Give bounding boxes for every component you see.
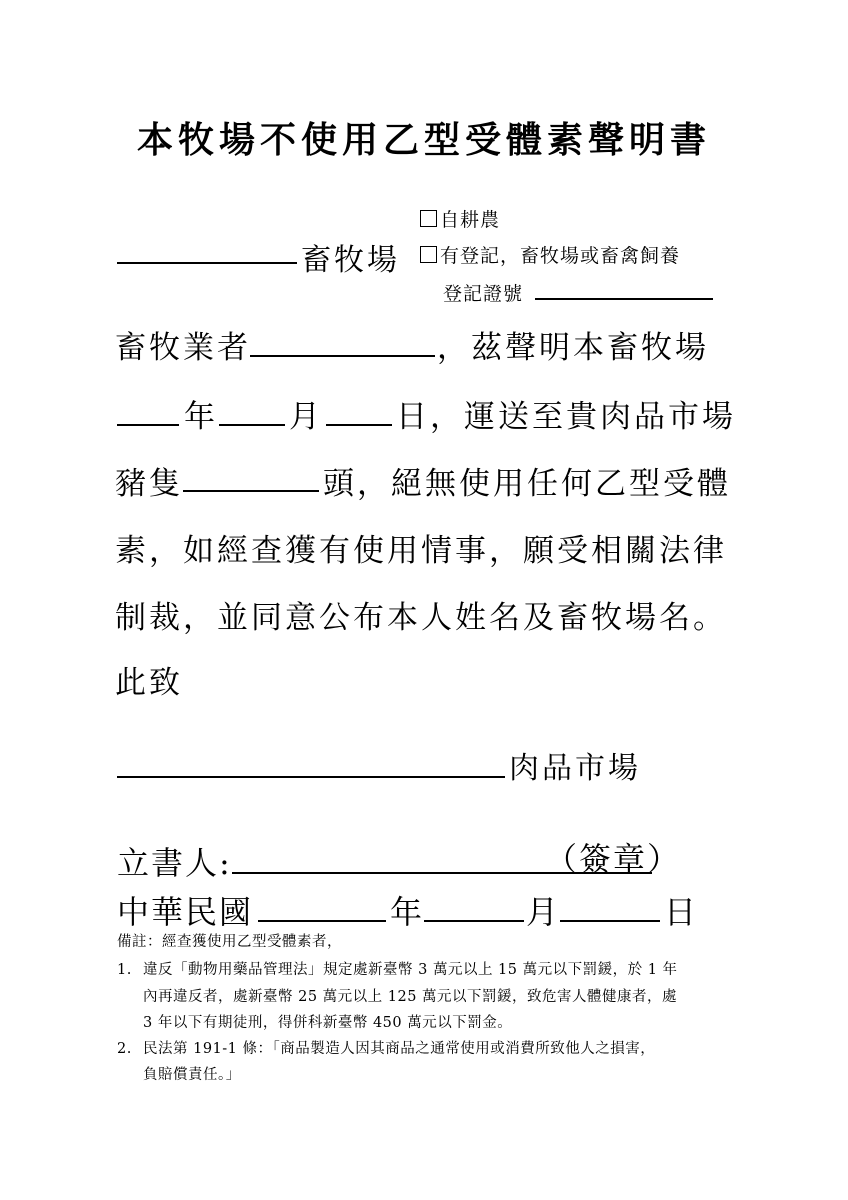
date-year-blank[interactable]: [258, 920, 386, 922]
date-day-label: 日: [664, 893, 699, 931]
ranch-label: 畜牧場: [301, 243, 400, 278]
pig-count-blank[interactable]: [183, 490, 319, 492]
checkbox-self-farmer[interactable]: [420, 210, 437, 227]
date-month-blank[interactable]: [424, 920, 524, 922]
day-blank[interactable]: [326, 424, 392, 426]
operator-label: 畜牧業者: [115, 330, 251, 366]
notes-heading: 備註：經查獲使用乙型受體素者，: [117, 934, 342, 950]
note-2-line-1: 民法第 191-1 條：「商品製造人因其商品之通常使用或消費所致他人之損害，: [143, 1041, 656, 1057]
checkbox-registered[interactable]: [420, 246, 437, 263]
pigs-label: 豬隻: [115, 466, 183, 502]
signer-label: 立書人:: [117, 844, 232, 882]
declaration-text-4: 素，如經查獲有使用情事，願受相關法律: [115, 533, 727, 569]
note-1-number: 1.: [117, 962, 132, 978]
option-self-farmer[interactable]: [420, 205, 500, 232]
salutation: 此致: [115, 665, 183, 701]
option-registered-label: 有登記，畜牧場或畜禽飼養: [440, 245, 681, 267]
declaration-text-1: ，茲聲明本畜牧場: [437, 330, 709, 366]
operator-name-blank[interactable]: [250, 355, 435, 357]
note-2-number: 2.: [117, 1041, 132, 1057]
note-2-line-2: 負賠償責任。」: [143, 1067, 241, 1083]
market-name-blank[interactable]: [117, 776, 505, 778]
date-year-label: 年: [390, 893, 425, 931]
month-blank[interactable]: [219, 424, 285, 426]
seal-label: （簽章）: [545, 840, 682, 878]
document-title: 本牧場不使用乙型受體素聲明書: [136, 119, 711, 161]
year-blank[interactable]: [117, 424, 179, 426]
market-label: 肉品市場: [509, 751, 641, 786]
note-1-line-2: 內再違反者，處新臺幣 25 萬元以上 125 萬元以下罰鍰，致危害人體健康者，處: [143, 989, 678, 1005]
declaration-text-5: 制裁，並同意公布本人姓名及畜牧場名。: [115, 600, 727, 636]
registration-no-blank[interactable]: [535, 298, 713, 300]
declaration-text-2: 日，運送至貴肉品市場: [396, 399, 736, 435]
registration-no-label: 登記證號: [443, 283, 524, 305]
month-label: 月: [289, 399, 323, 435]
declaration-text-3: 頭，絕無使用任何乙型受體: [323, 466, 731, 502]
note-1-line-3: 3 年以下有期徒刑，得併科新臺幣 450 萬元以下罰金。: [143, 1015, 513, 1031]
option-registered[interactable]: [420, 241, 680, 268]
ranch-name-blank[interactable]: [117, 262, 297, 264]
date-day-blank[interactable]: [560, 920, 660, 922]
date-prefix: 中華民國: [117, 893, 254, 931]
date-month-label: 月: [526, 893, 561, 931]
option-self-farmer-label: 自耕農: [440, 209, 501, 231]
note-1-line-1: 違反「動物用藥品管理法」規定處新臺幣 3 萬元以上 15 萬元以下罰鍰，於 1 年: [143, 962, 678, 978]
year-label: 年: [184, 399, 218, 435]
